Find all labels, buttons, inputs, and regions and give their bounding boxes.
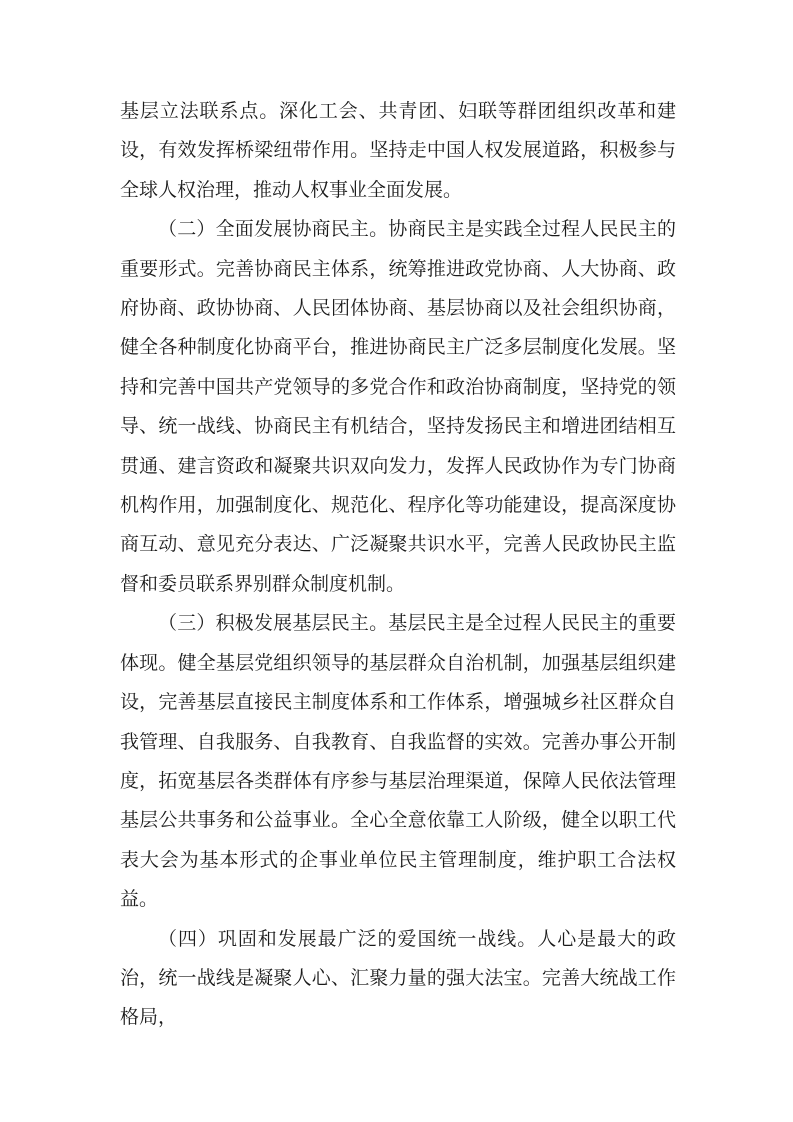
paragraph-united-front: （四）巩固和发展最广泛的爱国统一战线。人心是最大的政治，统一战线是凝聚人心、汇聚力量的强大法宝。完善大统战工作格局， (120, 927, 676, 1029)
document-body (120, 92, 676, 1038)
paragraph-consultative-democracy: （二）全面发展协商民主。协商民主是实践全过程人民民主的重要形式。完善协商民主体系，统筹推进政党协商、人大协商、政府协商、政协协商、人民团体协商、基层协商以及社会组织协商，健全各种制度化协商平台，推进协商民主广泛多层制度化发展。坚持和完善中国共产党领导的多党合作和政治协商制度，坚持党的领导、统一战线、协商民主有机结合，坚持发扬民主和增进团结相互贯通、建言资政和凝聚共识双向发力，发挥人民政协作为专门协商机构作用，加强制度化、规范化、程序化等功能建设，提高深度协商互动、意见充分表达、广泛凝聚共识水平，完善人民政协民主监督和委员联系界别群众制度机制。 (120, 218, 676, 595)
paragraph-grassroots-democracy: （三）积极发展基层民主。基层民主是全过程人民民主的重要体现。健全基层党组织领导的基层群众自治机制，加强基层组织建设，完善基层直接民主制度体系和工作体系，增强城乡社区群众自我管理、自我服务、自我教育、自我监督的实效。完善办事公开制度，拓宽基层各类群体有序参与基层治理渠道，保障人民依法管理基层公共事务和公益事业。全心全意依靠工人阶级，健全以职工代表大会为基本形式的企事业单位民主管理制度，维护职工合法权益。 (120, 612, 676, 911)
paragraph-continuation: 基层立法联系点。深化工会、共青团、妇联等群团组织改革和建设，有效发挥桥梁纽带作用。坚持走中国人权发展道路，积极参与全球人权治理，推动人权事业全面发展。 (120, 100, 676, 201)
